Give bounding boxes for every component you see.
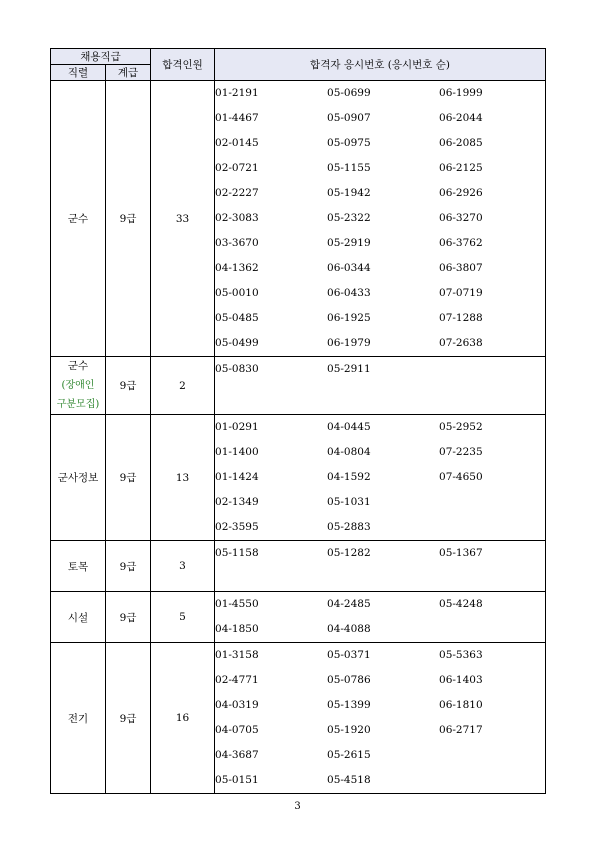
header-position: 직렬 (51, 65, 106, 81)
row-position (51, 357, 106, 415)
header-group: 채용직급 (51, 49, 151, 65)
exam-number: 05-0499 (215, 337, 259, 349)
exam-number: 07-4650 (439, 471, 483, 483)
exam-number: 01-3158 (215, 649, 259, 661)
exam-number: 05-1367 (439, 547, 483, 559)
row-count: 3 (151, 541, 215, 592)
exam-number (439, 515, 551, 540)
exam-number: 05-0975 (327, 137, 371, 149)
number-line (215, 81, 545, 106)
exam-number: 06-0344 (327, 262, 371, 274)
row-position: 토목 (51, 541, 106, 592)
row-numbers (215, 81, 546, 357)
row-position-sub: (장애인 (61, 380, 95, 391)
exam-number: 06-1999 (439, 87, 483, 99)
exam-number: 05-0699 (327, 87, 371, 99)
exam-number: 06-0433 (327, 287, 371, 299)
exam-number: 05-0907 (327, 112, 371, 124)
exam-number: 05-1031 (327, 496, 371, 508)
exam-number: 04-0804 (327, 446, 371, 458)
number-line (215, 743, 545, 768)
exam-number: 05-2919 (327, 237, 371, 249)
row-count: 13 (151, 415, 215, 541)
row-position: 군수 (51, 81, 106, 357)
table-row (51, 415, 546, 541)
header-grade: 계급 (106, 65, 151, 81)
number-line (215, 617, 545, 642)
exam-number: 05-0830 (215, 363, 259, 375)
number-line (215, 306, 545, 331)
exam-number: 05-2615 (327, 749, 371, 761)
row-grade: 9급 (106, 415, 151, 541)
row-numbers (215, 541, 546, 592)
header-count: 합격인원 (151, 49, 215, 81)
number-line (215, 156, 545, 181)
row-count: 2 (151, 357, 215, 415)
number-line (215, 693, 545, 718)
exam-number (439, 617, 551, 642)
exam-number: 05-1920 (327, 724, 371, 736)
exam-number: 05-1942 (327, 187, 371, 199)
exam-number: 07-2638 (439, 337, 483, 349)
exam-number: 06-2044 (439, 112, 483, 124)
exam-number: 01-1424 (215, 471, 259, 483)
exam-number: 04-2485 (327, 598, 371, 610)
row-position: 전기 (51, 643, 106, 794)
exam-number: 06-3762 (439, 237, 483, 249)
row-grade: 9급 (106, 541, 151, 592)
row-grade: 9급 (106, 357, 151, 415)
results-table (50, 48, 546, 794)
exam-number: 01-4467 (215, 112, 259, 124)
exam-number: 05-5363 (439, 649, 483, 661)
exam-number: 05-1155 (327, 162, 371, 174)
number-line (215, 515, 545, 540)
exam-number: 02-0145 (215, 137, 259, 149)
row-grade: 9급 (106, 643, 151, 794)
exam-number: 01-0291 (215, 421, 259, 433)
exam-number: 05-0151 (215, 774, 259, 786)
exam-number: 02-4771 (215, 674, 259, 686)
table-row (51, 541, 546, 592)
row-count: 33 (151, 81, 215, 357)
number-line (215, 668, 545, 693)
exam-number: 05-2322 (327, 212, 371, 224)
exam-number: 05-1282 (327, 547, 371, 559)
exam-number: 05-0786 (327, 674, 371, 686)
number-line (215, 718, 545, 743)
exam-number: 04-0705 (215, 724, 259, 736)
table-row (51, 643, 546, 794)
number-line (215, 465, 545, 490)
number-line (215, 206, 545, 231)
exam-number: 04-1362 (215, 262, 259, 274)
exam-number: 04-0445 (327, 421, 371, 433)
exam-number: 02-3595 (215, 521, 259, 533)
row-count: 5 (151, 592, 215, 643)
exam-number: 02-3083 (215, 212, 259, 224)
exam-number: 02-0721 (215, 162, 259, 174)
row-position-main: 군수 (67, 360, 89, 372)
exam-number: 02-2227 (215, 187, 259, 199)
number-line (215, 592, 545, 617)
row-position: 군사정보 (51, 415, 106, 541)
exam-number: 03-3670 (215, 237, 259, 249)
row-numbers (215, 415, 546, 541)
row-numbers (215, 357, 546, 415)
number-line (215, 256, 545, 281)
exam-number: 06-2926 (439, 187, 483, 199)
exam-number (439, 743, 551, 768)
number-line (215, 440, 545, 465)
exam-number: 05-2952 (439, 421, 483, 433)
exam-number: 05-2911 (327, 363, 371, 375)
exam-number: 05-4518 (327, 774, 371, 786)
row-numbers (215, 592, 546, 643)
exam-number: 04-0319 (215, 699, 259, 711)
exam-number: 07-1288 (439, 312, 483, 324)
number-line (215, 181, 545, 206)
exam-number: 02-1349 (215, 496, 259, 508)
exam-number: 06-1925 (327, 312, 371, 324)
number-line (215, 106, 545, 131)
row-position-sub: 구분모집) (56, 399, 100, 410)
table-row (51, 357, 546, 415)
table-row (51, 592, 546, 643)
number-line (215, 281, 545, 306)
exam-number: 06-3270 (439, 212, 483, 224)
exam-number: 05-0010 (215, 287, 259, 299)
exam-number: 04-1850 (215, 623, 259, 635)
exam-number: 04-3687 (215, 749, 259, 761)
row-grade: 9급 (106, 81, 151, 357)
number-line (215, 541, 545, 566)
exam-number: 06-2085 (439, 137, 483, 149)
exam-number: 04-1592 (327, 471, 371, 483)
exam-number: 05-1399 (327, 699, 371, 711)
exam-number: 06-1979 (327, 337, 371, 349)
header-numbers: 합격자 응시번호 (응시번호 순) (215, 49, 546, 81)
number-line (215, 231, 545, 256)
row-grade: 9급 (106, 592, 151, 643)
number-line (215, 415, 545, 440)
exam-number: 05-2883 (327, 521, 371, 533)
exam-number: 05-1158 (215, 547, 259, 559)
exam-number (439, 768, 551, 793)
exam-number: 05-0485 (215, 312, 259, 324)
exam-number (439, 490, 551, 515)
row-numbers (215, 643, 546, 794)
exam-number: 06-3807 (439, 262, 483, 274)
table-row (51, 81, 546, 357)
exam-number: 07-2235 (439, 446, 483, 458)
exam-number: 06-2717 (439, 724, 483, 736)
exam-number: 04-4088 (327, 623, 371, 635)
page-number: 3 (294, 801, 301, 812)
exam-number: 05-4248 (439, 598, 483, 610)
exam-number: 01-2191 (215, 87, 259, 99)
number-line (215, 768, 545, 793)
number-line (215, 643, 545, 668)
number-line (215, 331, 545, 356)
exam-number: 06-1810 (439, 699, 483, 711)
exam-number (439, 357, 551, 382)
row-position: 시설 (51, 592, 106, 643)
exam-number: 01-4550 (215, 598, 259, 610)
exam-number: 06-1403 (439, 674, 483, 686)
exam-number: 01-1400 (215, 446, 259, 458)
exam-number: 07-0719 (439, 287, 483, 299)
exam-number: 05-0371 (327, 649, 371, 661)
number-line (215, 490, 545, 515)
row-count: 16 (151, 643, 215, 794)
number-line (215, 131, 545, 156)
number-line (215, 357, 545, 382)
exam-number: 06-2125 (439, 162, 483, 174)
